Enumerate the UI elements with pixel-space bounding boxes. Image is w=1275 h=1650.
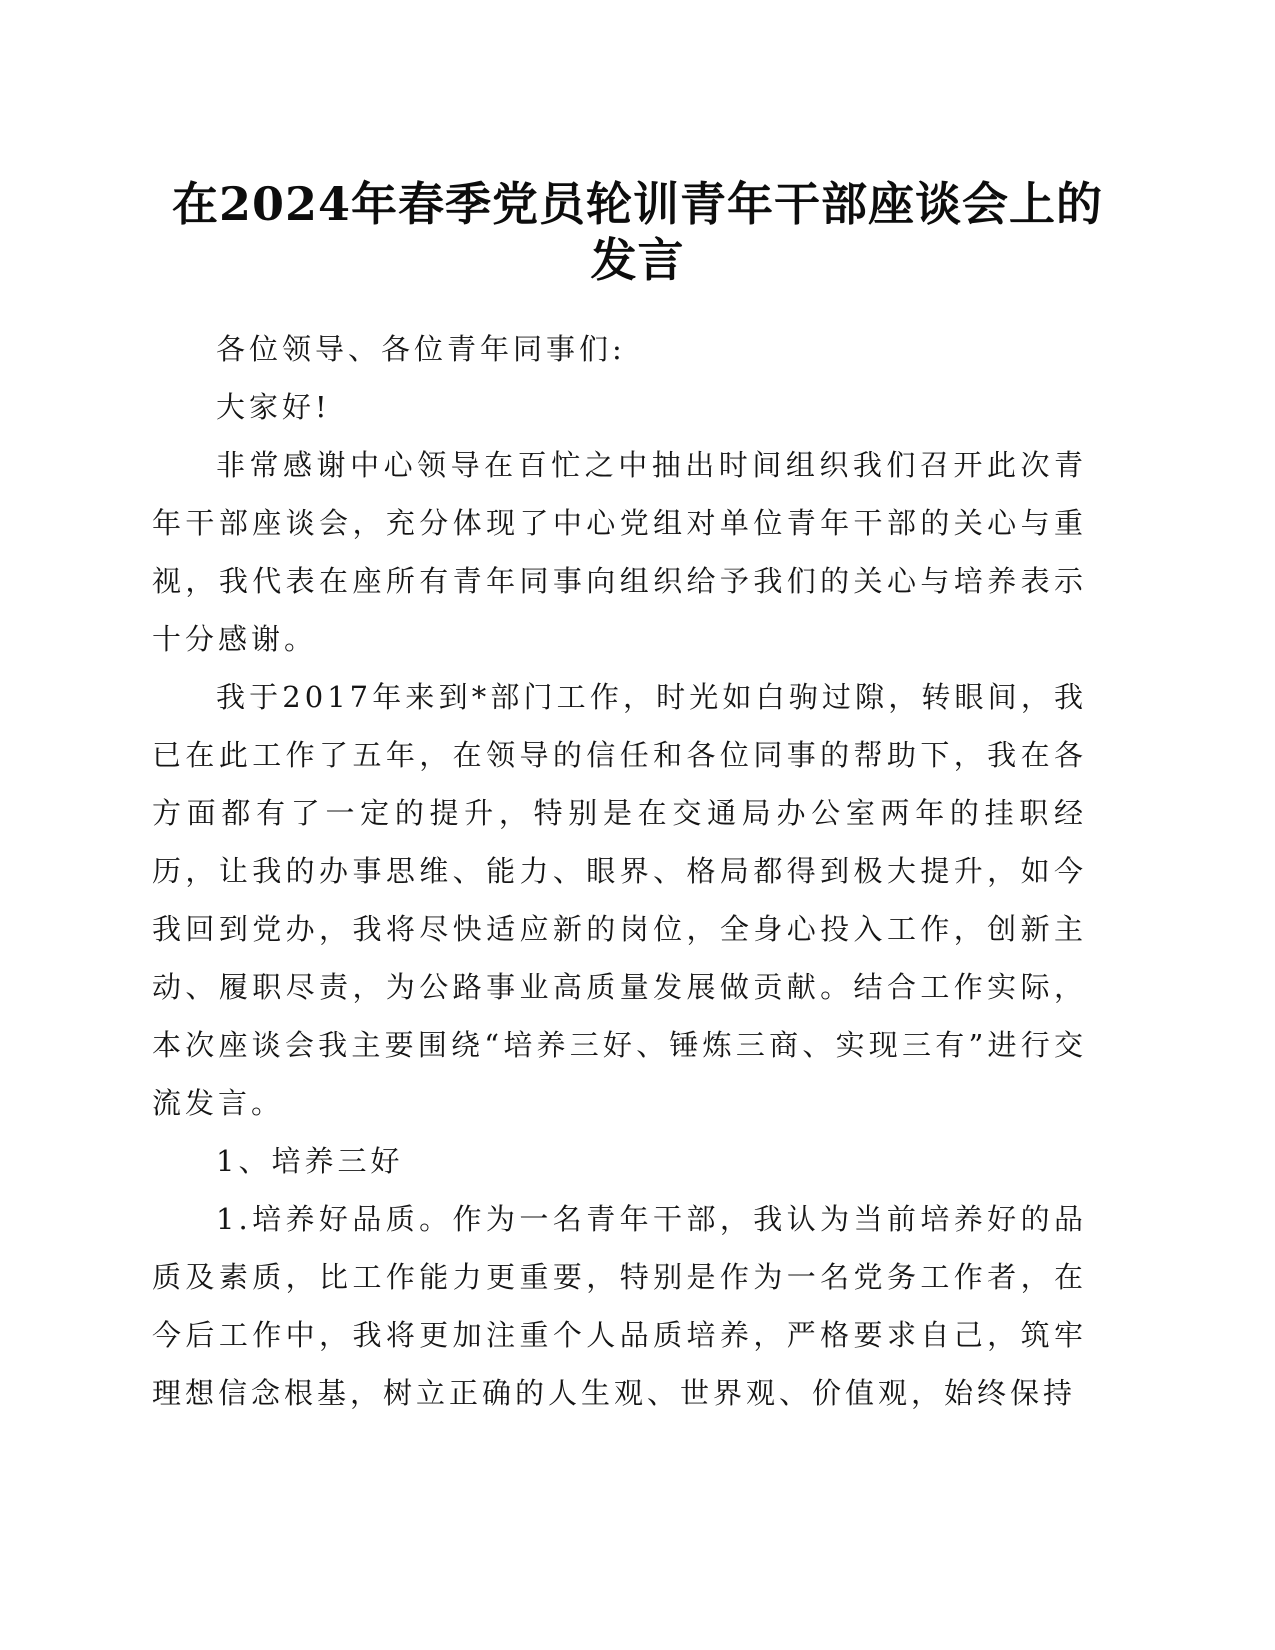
document-title: 在2024年春季党员轮训青年干部座谈会上的发言	[171, 177, 1104, 287]
section-heading: 1、培养三好	[216, 1144, 404, 1178]
paragraph-introduction: 我于2017年来到*部门工作，时光如白驹过隙，转眼间，我已在此工作了五年，在领导的信任和各位同事的帮助下，我在各方面都有了一定的提升，特别是在交通局办公室两年的挂职经历，让我的办事思维、能力、眼界、格局都得到极大提升，如今我回到党办，我将尽快适应新的岗位，全身心投入工作，创新主动、履职尽责，为公路事业高质量发展做贡献。结合工作实际，本次座谈会我主要围绕“培养三好、锤炼三商、实现三有”进行交流发言。	[152, 680, 1087, 1120]
document-body	[152, 320, 1087, 1422]
salutation: 各位领导、各位青年同事们:	[216, 332, 626, 366]
section-paragraph: 1.培养好品质。作为一名青年干部，我认为当前培养好的品质及素质，比工作能力更重要，特别是作为一名党务工作者，在今后工作中，我将更加注重个人品质培养，严格要求自己，筑牢理想信念根基，树立正确的人生观、世界观、价值观，始终保持	[152, 1202, 1087, 1410]
greeting: 大家好!	[216, 390, 331, 424]
paragraph-thanks: 非常感谢中心领导在百忙之中抽出时间组织我们召开此次青年干部座谈会，充分体现了中心党组对单位青年干部的关心与重视，我代表在座所有青年同事向组织给予我们的关心与培养表示十分感谢。	[152, 448, 1087, 656]
